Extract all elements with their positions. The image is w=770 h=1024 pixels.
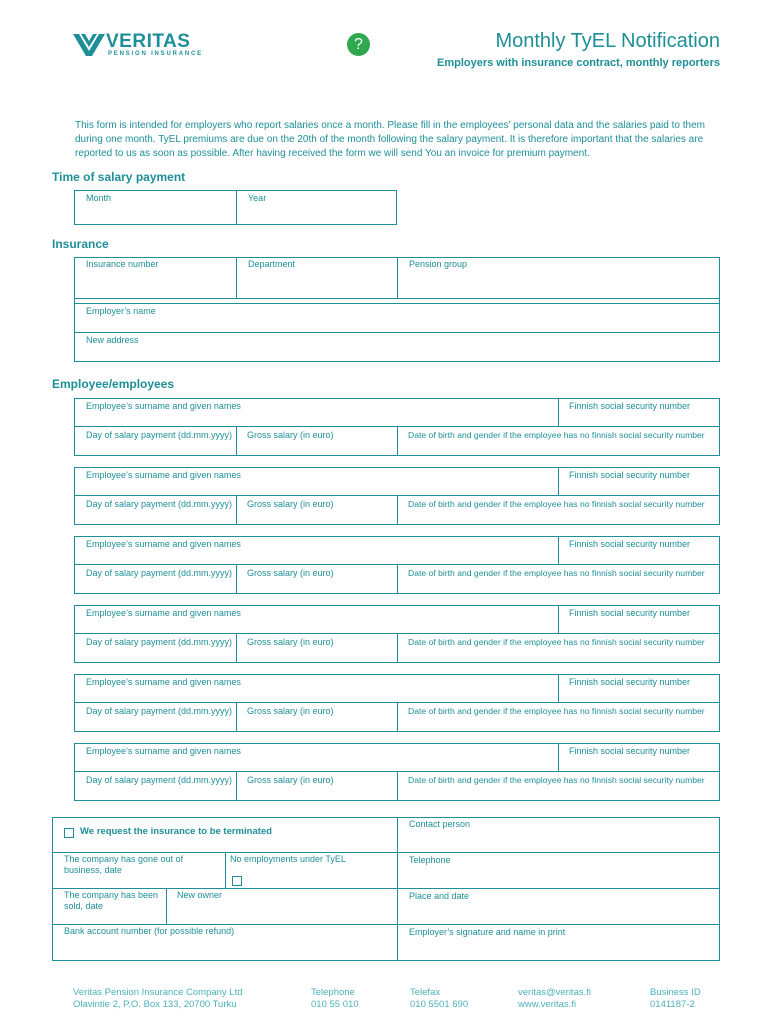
employer-name-field[interactable]: Employer’s name <box>86 306 156 316</box>
payment-day-field[interactable]: Day of salary payment (dd.mm.yyyy) <box>86 637 233 647</box>
divider <box>236 771 237 801</box>
terminate-checkbox[interactable] <box>64 828 74 838</box>
divider <box>52 888 398 889</box>
divider <box>397 702 398 732</box>
employee-name-field[interactable]: Employee’s surname and given names <box>86 401 241 411</box>
divider <box>236 257 237 298</box>
logo-subtext: PENSION INSURANCE <box>108 51 203 57</box>
divider <box>74 332 720 333</box>
company-sold-field[interactable]: The company has been sold, date <box>64 890 159 911</box>
divider <box>397 426 398 456</box>
divider <box>397 852 720 853</box>
gross-salary-field[interactable]: Gross salary (in euro) <box>247 499 334 509</box>
divider <box>74 298 720 299</box>
gross-salary-field[interactable]: Gross salary (in euro) <box>247 706 334 716</box>
ssn-field[interactable]: Finnish social security number <box>569 746 691 756</box>
divider <box>236 633 237 663</box>
bank-account-field[interactable]: Bank account number (for possible refund) <box>64 926 235 936</box>
veritas-logo-mark-icon <box>72 32 106 58</box>
department-field[interactable]: Department <box>248 259 296 269</box>
divider <box>558 743 559 771</box>
divider <box>397 257 398 298</box>
divider <box>558 467 559 495</box>
divider <box>397 495 398 525</box>
employee-block <box>74 398 720 456</box>
divider <box>166 888 167 924</box>
gross-salary-field[interactable]: Gross salary (in euro) <box>247 430 334 440</box>
payment-day-field[interactable]: Day of salary payment (dd.mm.yyyy) <box>86 568 233 578</box>
footer-company-name: Veritas Pension Insurance Company Ltd <box>73 987 243 998</box>
page-title: Monthly TyEL Notification <box>495 30 720 52</box>
no-employments-checkbox[interactable] <box>232 876 242 886</box>
section-time-of-payment: Time of salary payment <box>52 170 186 184</box>
ssn-field[interactable]: Finnish social security number <box>569 539 691 549</box>
telephone-field[interactable]: Telephone <box>409 855 451 865</box>
employee-block <box>74 743 720 801</box>
divider <box>236 190 237 225</box>
dob-gender-field[interactable]: Date of birth and gender if the employee has no finnish social security number <box>408 499 705 509</box>
gross-salary-field[interactable]: Gross salary (in euro) <box>247 568 334 578</box>
insurance-number-field[interactable]: Insurance number <box>86 259 159 269</box>
footer-business-id-label: Business ID <box>650 987 701 998</box>
help-icon: ? <box>354 36 363 53</box>
new-address-field[interactable]: New address <box>86 335 139 345</box>
divider <box>397 771 398 801</box>
section-insurance: Insurance <box>52 237 109 251</box>
divider <box>558 674 559 702</box>
payment-day-field[interactable]: Day of salary payment (dd.mm.yyyy) <box>86 775 233 785</box>
divider <box>236 495 237 525</box>
ssn-field[interactable]: Finnish social security number <box>569 608 691 618</box>
month-field[interactable]: Month <box>86 193 112 203</box>
divider <box>397 564 398 594</box>
dob-gender-field[interactable]: Date of birth and gender if the employee has no finnish social security number <box>408 430 705 440</box>
logo-text: VERITAS <box>106 31 191 52</box>
veritas-logo <box>72 32 217 62</box>
footer-telephone <box>311 987 359 1011</box>
employee-name-field[interactable]: Employee’s surname and given names <box>86 677 241 687</box>
footer-business-id <box>650 987 701 1011</box>
employee-block <box>74 536 720 594</box>
termination-box <box>52 817 398 961</box>
footer-email-link[interactable]: veritas@veritas.fi <box>518 987 591 998</box>
payment-day-field[interactable]: Day of salary payment (dd.mm.yyyy) <box>86 499 233 509</box>
ssn-field[interactable]: Finnish social security number <box>569 470 691 480</box>
footer-business-id-value: 0141187-2 <box>650 999 695 1010</box>
year-field[interactable]: Year <box>248 193 267 203</box>
divider <box>236 564 237 594</box>
employee-name-field[interactable]: Employee’s surname and given names <box>86 539 241 549</box>
divider <box>397 888 720 889</box>
ssn-field[interactable]: Finnish social security number <box>569 677 691 687</box>
employee-name-field[interactable]: Employee’s surname and given names <box>86 470 241 480</box>
footer-contact <box>518 987 591 1011</box>
contact-box <box>397 817 720 961</box>
dob-gender-field[interactable]: Date of birth and gender if the employee has no finnish social security number <box>408 568 705 578</box>
gross-salary-field[interactable]: Gross salary (in euro) <box>247 637 334 647</box>
divider <box>558 605 559 633</box>
ssn-field[interactable]: Finnish social security number <box>569 401 691 411</box>
divider <box>397 924 720 925</box>
page-subtitle: Employers with insurance contract, monthly reporters <box>436 57 720 69</box>
no-employments-label: No employments under TyEL <box>230 854 346 864</box>
contact-person-field[interactable]: Contact person <box>409 819 471 829</box>
footer-address: Olavintie 2, P.O. Box 133, 20700 Turku <box>73 999 237 1010</box>
payment-day-field[interactable]: Day of salary payment (dd.mm.yyyy) <box>86 430 233 440</box>
dob-gender-field[interactable]: Date of birth and gender if the employee has no finnish social security number <box>408 775 705 785</box>
employee-name-field[interactable]: Employee’s surname and given names <box>86 746 241 756</box>
footer-web-link[interactable]: www.veritas.fi <box>518 999 577 1010</box>
employee-block <box>74 674 720 732</box>
divider <box>397 633 398 663</box>
divider <box>558 398 559 426</box>
pension-group-field[interactable]: Pension group <box>409 259 468 269</box>
divider <box>558 536 559 564</box>
employee-name-field[interactable]: Employee’s surname and given names <box>86 608 241 618</box>
dob-gender-field[interactable]: Date of birth and gender if the employee has no finnish social security number <box>408 637 705 647</box>
divider <box>236 702 237 732</box>
employee-block <box>74 605 720 663</box>
footer-telephone-value: 010 55 010 <box>311 999 359 1010</box>
divider <box>74 303 720 304</box>
divider <box>52 924 398 925</box>
new-owner-field[interactable]: New owner <box>177 890 223 900</box>
divider <box>236 426 237 456</box>
footer-telefax-label: Telefax <box>410 987 441 998</box>
footer-company <box>73 987 243 1011</box>
payment-day-field[interactable]: Day of salary payment (dd.mm.yyyy) <box>86 706 233 716</box>
help-button[interactable] <box>347 33 370 56</box>
footer-telephone-label: Telephone <box>311 987 355 998</box>
dob-gender-field[interactable]: Date of birth and gender if the employee has no finnish social security number <box>408 706 705 716</box>
footer-telefax <box>410 987 468 1011</box>
signature-field[interactable]: Employer’s signature and name in print <box>409 927 566 937</box>
section-employees: Employee/employees <box>52 377 175 391</box>
employee-block <box>74 467 720 525</box>
terminate-request-label: We request the insurance to be terminated <box>80 826 272 837</box>
footer-telefax-value: 010 5501 690 <box>410 999 469 1010</box>
divider <box>225 852 226 888</box>
place-date-field[interactable]: Place and date <box>409 891 470 901</box>
gone-out-of-business-field[interactable]: The company has gone out of business, date <box>64 854 184 875</box>
intro-text: This form is intended for employers who report salaries once a month. Please fill in the employees’ personal data and the salaries paid to them during one month. TyEL premiums are due on the 20th of the month following the salary payment. It is therefore important that the salaries are reported to us as soon as possible. After having received the form we will send You an invoice for premium payment. <box>75 120 705 159</box>
gross-salary-field[interactable]: Gross salary (in euro) <box>247 775 334 785</box>
